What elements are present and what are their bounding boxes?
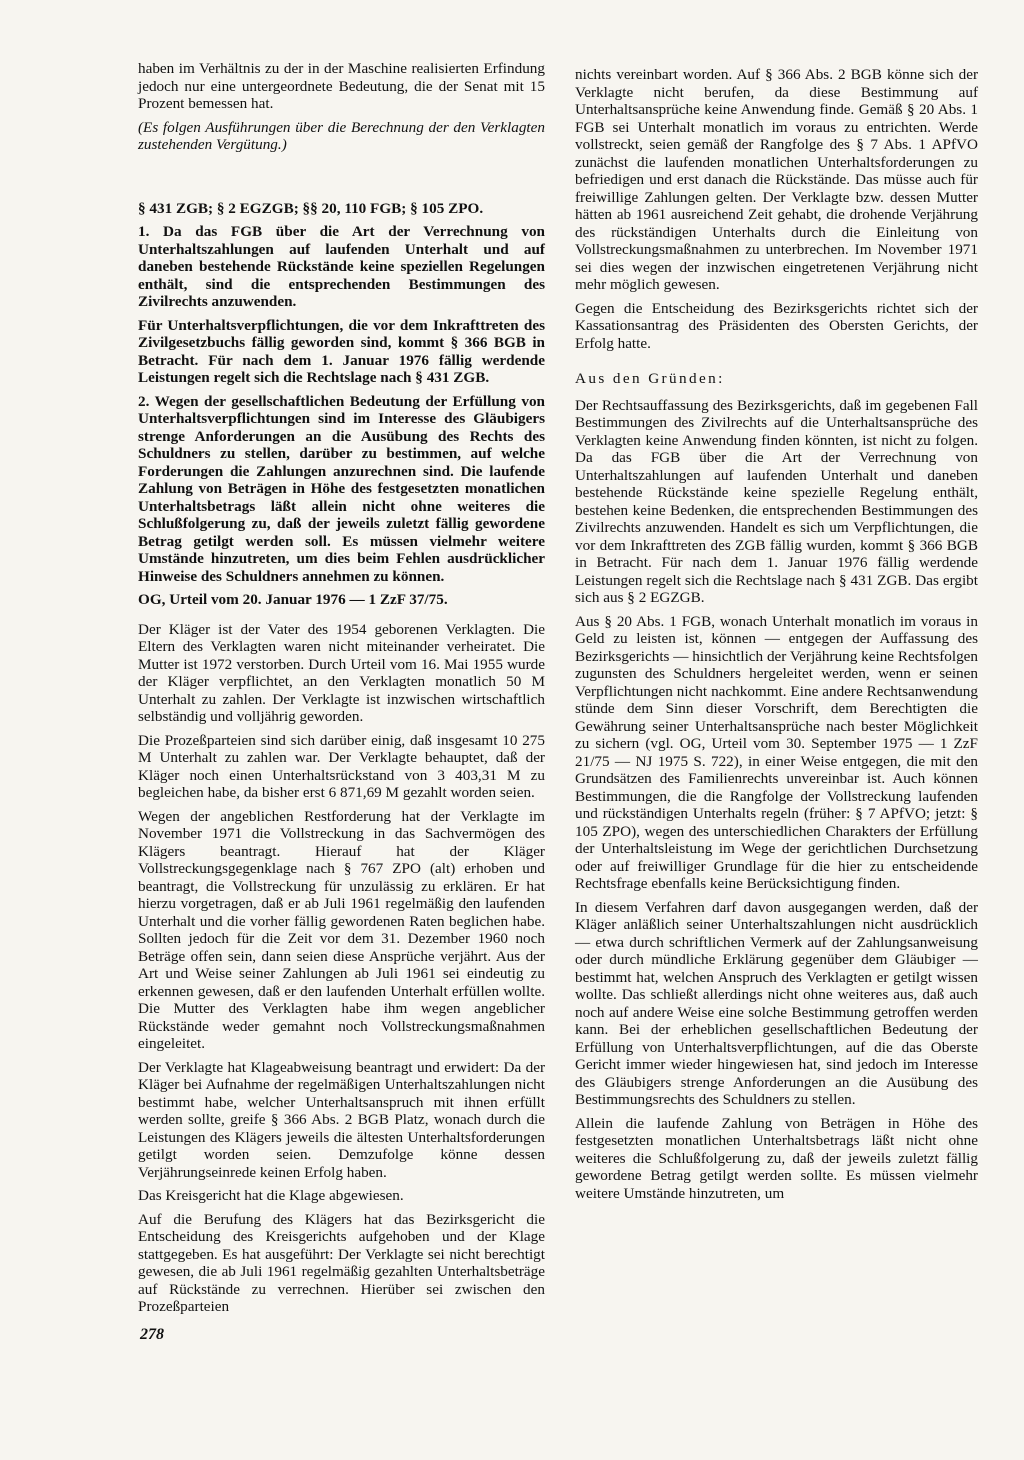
headnote-1: 1. Da das FGB über die Art der Verrechnung von Unterhaltszahlungen auf laufenden Unterhalt und auf daneben bestehende Rückstände keine speziellen Regelungen enthält, sind die entsprechenden Bestimmungen des Zivilrechts anzuwenden. xyxy=(138,223,545,310)
statute-citation: § 431 ZGB; § 2 EGZGB; §§ 20, 110 FGB; § 105 ZPO. xyxy=(138,199,484,217)
section-gap xyxy=(138,160,545,200)
body-paragraph: In diesem Verfahren darf davon ausgegangen werden, daß der Kläger anläßlich seiner Unterhaltszahlungen nicht ausdrücklich — etwa durch schriftlichen Vermerk auf der Zahlungsanweisung oder durch mündliche Erklärung gegenüber dem Gläubiger — bestimmt hat, welchen Anspruch des Verklagten er getilgt wissen wollte. Das schließt allerdings nicht ohne weiteres aus, daß auch noch auf andere Weise eine solche Bestimmung getroffen werden kann. Bei der erheblichen gesellschaftlichen Bedeutung der Erfüllung von Unterhaltsverpflichtungen, auf die das Oberste Gericht immer wieder hingewiesen hat, sind jedoch im Interesse des Gläubigers strenge Anforderungen an die Ausübung des Bestimmungsrechts des Schuldners zu stellen. xyxy=(575,898,978,1108)
intro-paragraph: haben im Verhältnis zu der in der Maschine realisierten Erfindung jedoch nur eine untergeordnete Bedeutung, die der Senat mit 15 Prozent bemessen hat. xyxy=(138,60,545,112)
body-paragraph: Der Kläger ist der Vater des 1954 geborenen Verklagten. Die Eltern des Verklagten waren nicht miteinander verheiratet. Die Mutter ist 1972 verstorben. Durch Urteil vom 16. Mai 1955 wurde der Kläger verpflichtet, an den Verklagten monatlich 50 M Unterhalt zu zahlen. Der Verklagte ist inzwischen wirtschaftlich selbständig und volljährig geworden. xyxy=(138,620,545,725)
body-paragraph: Der Verklagte hat Klageabweisung beantragt und erwidert: Da der Kläger bei Aufnahme der regelmäßigen Unterhaltszahlungen nicht bestimmt habe, welcher Unterhaltsanspruch mit ihnen erfüllt werden sollte, greife § 366 Abs. 2 BGB Platz, wonach durch die Leistungen des Klägers jeweils die ältesten Unterhaltsforderungen getilgt worden seien. Demzufolge könne dessen Verjährungseinrede keinen Erfolg haben. xyxy=(138,1058,545,1181)
body-paragraph: Aus § 20 Abs. 1 FGB, wonach Unterhalt monatlich im voraus in Geld zu leisten ist, können — entgegen der Auffassung des Bezirksgerichts — hinsichtlich der Verjährung keine Rechtsfolgen zugunsten des Schuldners hergeleitet werden, wenn er seinen Verpflichtungen nicht nachkommt. Eine andere Rechtsanwendung stünde dem Sinn dieser Vorschrift, dem Berechtigten die Gewährung seiner Unterhaltsansprüche nach bester Möglichkeit zu sichern (vgl. OG, Urteil vom 30. September 1975 — 1 ZzF 21/75 — NJ 1975 S. 722), in einer Weise entgegen, die mit den Grundsätzen des Familienrechts unvereinbar ist. Auch können Bestimmungen, die die Rangfolge der Vollstreckung laufenden und rückständigen Unterhalts regeln (früher: § 7 APfVO; jetzt: § 105 ZPO), wegen des unterschiedlichen Charakters der Erfüllung der Unterhaltsleistung im Wege der gerichtlichen Durchsetzung oder auf freiwilliger Grundlage für die hier zu entscheidende Rechtsfrage ebenfalls keine Berücksichtigung finden. xyxy=(575,612,978,892)
body-paragraph: Das Kreisgericht hat die Klage abgewiesen. xyxy=(138,1187,404,1204)
body-paragraph: Der Rechtsauffassung des Bezirksgerichts, daß im gegebenen Fall Bestimmungen des Zivilrechts auf die Unterhaltsansprüche des Verklagten keine Anwendung finden könnten, ist nicht zu folgen. Da das FGB über die Art der Verrechnung von Unterhaltszahlungen auf laufenden Unterhalt und daneben bestehende Rückstände keine spezielle Regelung enthält, bestehen keine Bedenken, die entsprechenden Bestimmungen des Zivilrechts anzuwenden. Handelt es sich um Verpflichtungen, die vor dem Inkrafttreten des ZGB fällig wurden, kommt § 366 BGB in Betracht. Für nach dem 1. Januar 1976 fällig werdende Leistungen regelt sich die Rechtslage nach § 431 ZGB. Das ergibt sich aus § 2 EGZGB. xyxy=(575,396,978,606)
editorial-note: (Es folgen Ausführungen über die Berechnung der den Verklagten zustehenden Vergütung.) xyxy=(138,118,545,153)
body-paragraph: nichts vereinbart worden. Auf § 366 Abs. 2 BGB könne sich der Verklagte nicht berufen, da diese Bestimmung auf Unterhaltsansprüche keine Anwendung finde. Gemäß § 20 Abs. 1 FGB sei Unterhalt monatlich im voraus zu entrichten. Werde vollstreckt, seien gemäß der Rangfolge des § 7 Abs. 1 APfVO zunächst die laufenden monatlichen Unterhaltsforderungen zu befriedigen und erst danach die Rückstände. Das müsse auch für freiwillige Zahlungen gelten. Der Verklagte bzw. dessen Mutter hätten ab 1961 ausreichend Zeit gehabt, die drohende Verjährung des rückständigen Unterhalts durch die Einleitung von Vollstreckungsmaßnahmen zu unterbrechen. Im November 1971 sei dies wegen der inzwischen eingetretenen Verjährung nicht mehr möglich gewesen. xyxy=(575,66,978,293)
section-heading: Aus den Gründen: xyxy=(575,370,725,387)
right-column xyxy=(575,66,978,1208)
left-column xyxy=(138,60,545,1322)
headnote-1-continued: Für Unterhaltsverpflichtungen, die vor dem Inkrafttreten des Zivilgesetzbuchs fällig geworden sind, kommt § 366 BGB in Betracht. Für nach dem 1. Januar 1976 fällig werdende Leistungen regelt sich die Rechtslage nach § 431 ZGB. xyxy=(138,316,545,386)
body-paragraph: Allein die laufende Zahlung von Beträgen in Höhe des festgesetzten monatlichen Unterhaltsbetrags läßt nicht ohne weiteres die Schlußfolgerung zu, daß der jeweils zuletzt fällig gewordene Betrag getilgt werden sollte. Es müssen vielmehr weitere Umstände hinzutreten, um xyxy=(575,1114,978,1202)
body-paragraph: Auf die Berufung des Klägers hat das Bezirksgericht die Entscheidung des Kreisgerichts aufgehoben und der Klage stattgegeben. Es hat ausgeführt: Der Verklagte sei nicht berechtigt gewesen, die ab Juli 1961 regelmäßig gezahlten Unterhaltsbeträge auf Rückstände zu verrechnen. Hierüber sei zwischen den Prozeßparteien xyxy=(138,1210,545,1315)
body-paragraph: Gegen die Entscheidung des Bezirksgerichts richtet sich der Kassationsantrag des Präsidenten des Obersten Gerichts, der Erfolg hatte. xyxy=(575,299,978,352)
ruling-reference: OG, Urteil vom 20. Januar 1976 — 1 ZzF 37/75. xyxy=(138,591,448,608)
headnote-2: 2. Wegen der gesellschaftlichen Bedeutung der Erfüllung von Unterhaltsverpflichtungen sind im Interesse des Gläubigers strenge Anforderungen an die Ausübung des Rechts des Schuldners zu stellen, darüber zu bestimmen, auf welche Forderungen die Zahlungen anzurechnen sind. Die laufende Zahlung von Beträgen in Höhe des festgesetzten monatlichen Unterhaltsbetrags läßt allein nicht ohne weiteres die Schlußfolgerung zu, daß der jeweils zuletzt fällig gewordene Betrag getilgt werden soll. Es müssen vielmehr weitere Umstände hinzutreten, um dies beim Fehlen ausdrücklicher Hinweise des Schuldners annehmen zu können. xyxy=(138,392,545,585)
body-paragraph: Die Prozeßparteien sind sich darüber einig, daß insgesamt 10 275 M Unterhalt zu zahlen war. Der Verklagte behauptet, daß der Kläger noch einen Unterhaltsrückstand von 3 403,31 M zu begleichen habe, da bisher erst 6 871,69 M gezahlt worden seien. xyxy=(138,731,545,801)
body-paragraph: Wegen der angeblichen Restforderung hat der Verklagte im November 1971 die Vollstreckung in das Sachvermögen des Klägers beantragt. Hierauf hat der Kläger Vollstreckungsgegenklage nach § 767 ZPO (alt) erhoben und beantragt, die Vollstreckung für unzulässig zu erklären. Er hat hierzu vorgetragen, daß er ab Juli 1961 regelmäßig den laufenden Unterhalt und die vorher fällig gewordenen Raten beglichen habe. Sollten jedoch für die Zeit vor dem 31. Dezember 1960 noch Beträge offen sein, dann seien diese Ansprüche verjährt. Aus der Art und Weise seiner Zahlungen ab Juli 1961 sei eindeutig zu erkennen gewesen, daß er den laufenden Unterhalt erfüllen wollte. Die Mutter des Verklagten habe ihm wegen angeblicher Rückstände weder gemahnt noch Vollstreckungsmaßnahmen eingeleitet. xyxy=(138,807,545,1052)
page-number: 278 xyxy=(140,1326,164,1343)
